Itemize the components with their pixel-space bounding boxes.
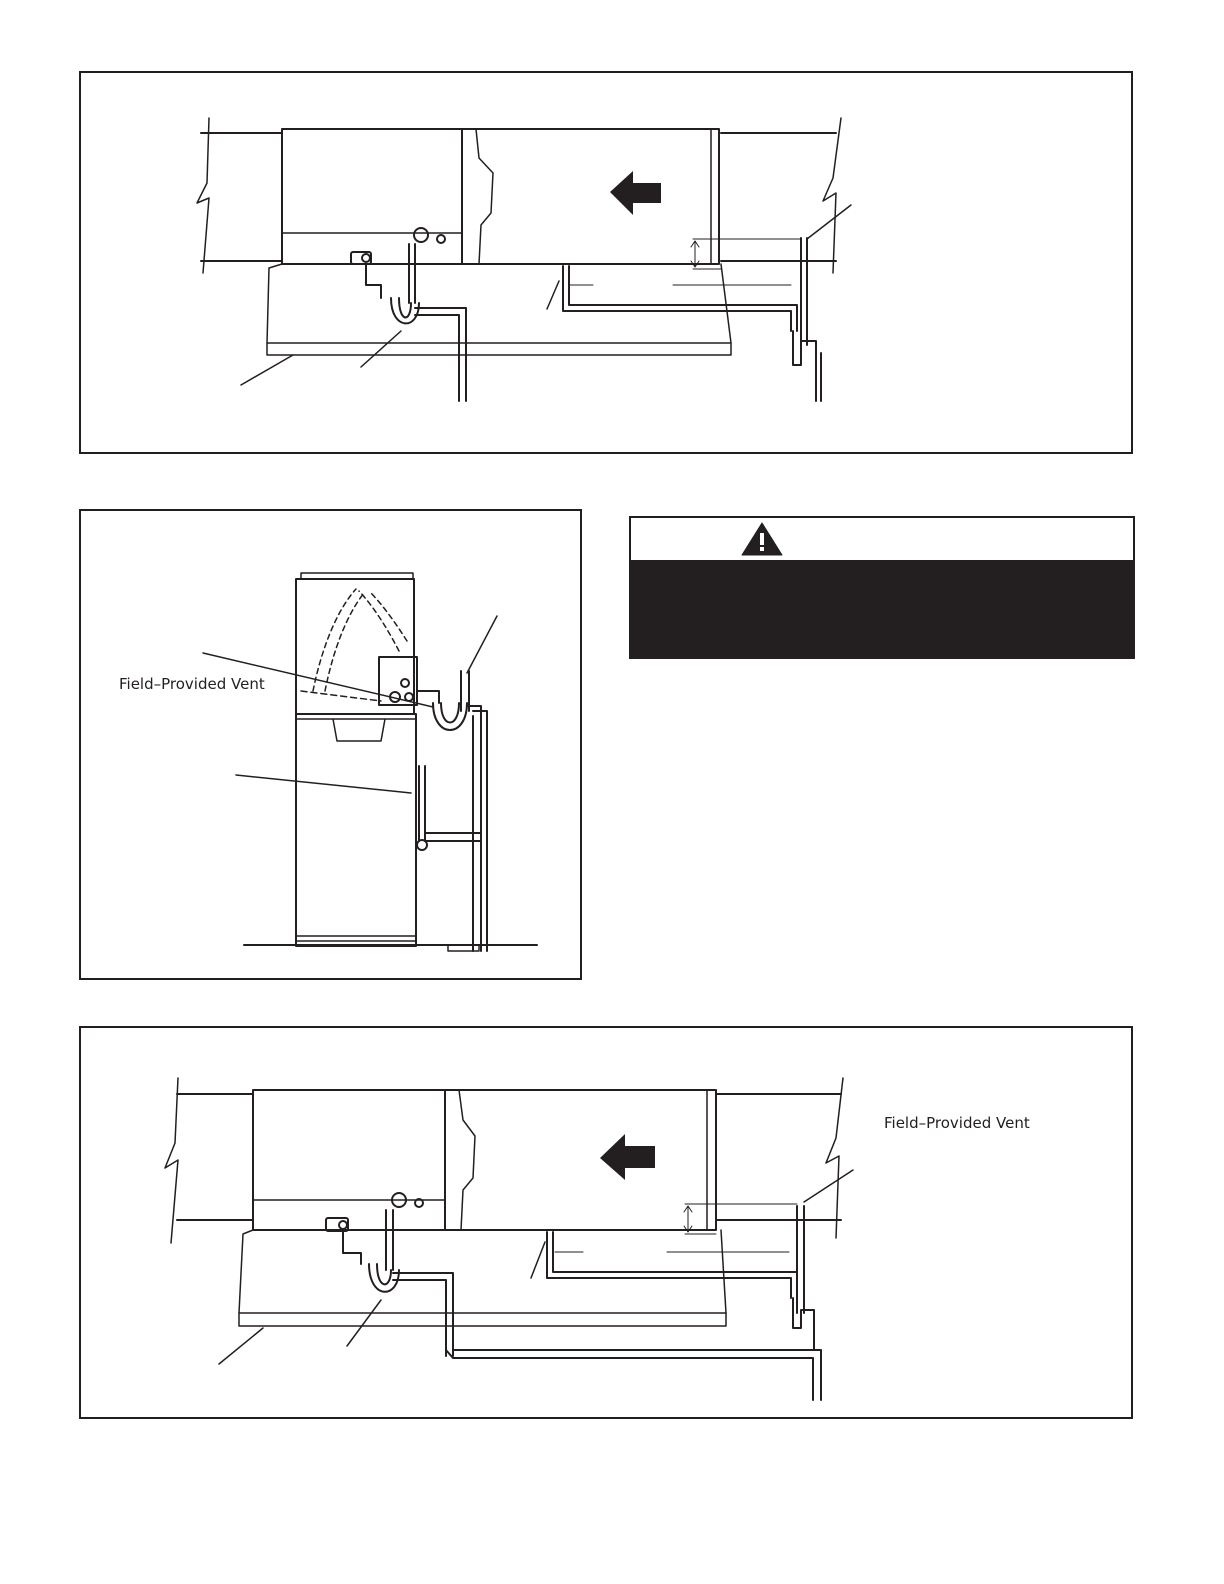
warning-header xyxy=(631,518,1133,562)
figure-horizontal-bottom xyxy=(79,1026,1133,1419)
horizontal-unit-drawing-2 xyxy=(81,1028,1131,1417)
warning-box xyxy=(629,516,1135,659)
field-provided-vent-label-2: Field–Provided Vent xyxy=(884,1114,1030,1132)
upflow-unit-drawing xyxy=(81,511,580,978)
warning-triangle-icon xyxy=(741,522,783,556)
warning-body xyxy=(631,562,1133,657)
figure-horizontal-top xyxy=(79,71,1133,454)
field-provided-vent-label: Field–Provided Vent xyxy=(119,675,265,693)
figure-upflow xyxy=(79,509,582,980)
horizontal-unit-drawing xyxy=(81,73,1131,452)
